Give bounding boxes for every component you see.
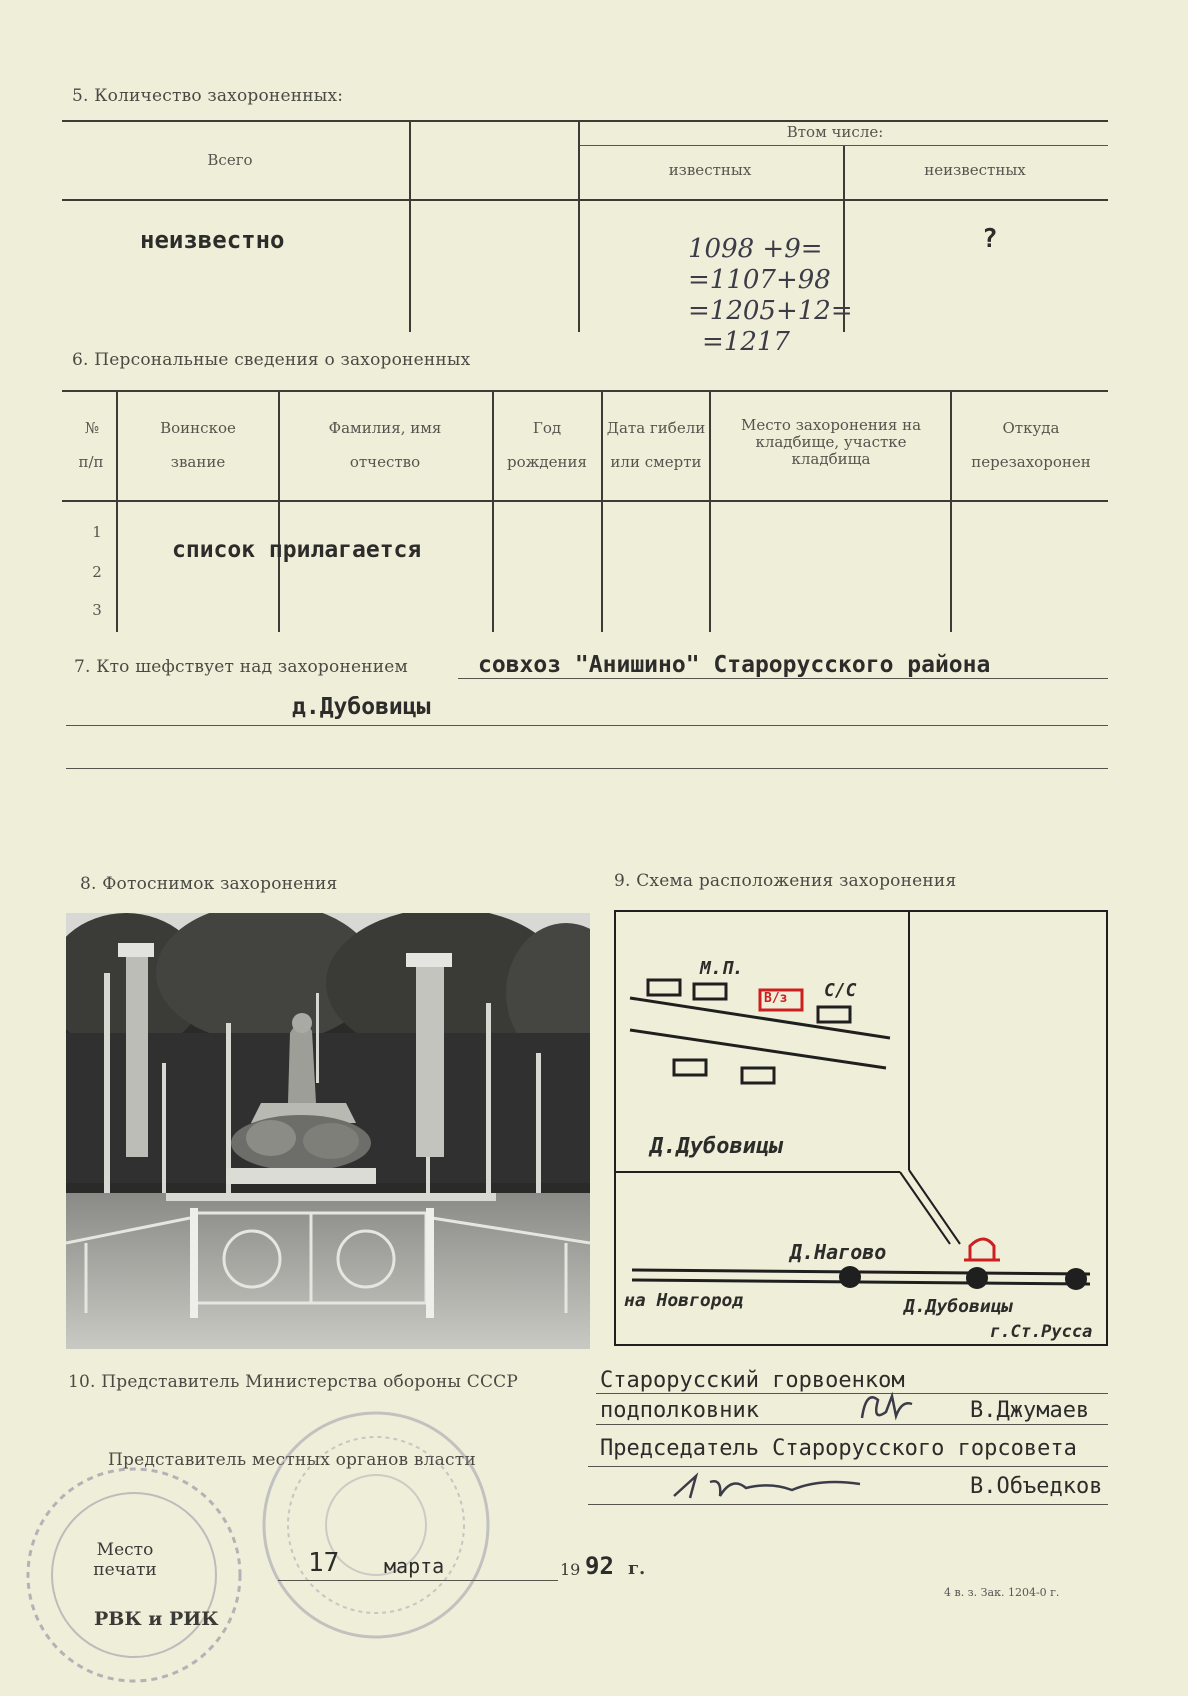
table5-top-line bbox=[62, 120, 1108, 122]
mod-rep-name: В.Джумаев bbox=[970, 1398, 1090, 1423]
h-year: Год bbox=[532, 419, 562, 437]
patron-underline-3 bbox=[66, 768, 1108, 769]
scheme-drawing bbox=[614, 910, 1108, 1346]
h-from: Откуда bbox=[1002, 419, 1060, 437]
h-rank: Воинское bbox=[160, 419, 236, 437]
section5-title: 5. Количество захороненных: bbox=[72, 86, 344, 106]
patron-underline-1 bbox=[458, 678, 1108, 679]
date-day: 17 bbox=[308, 1548, 340, 1578]
date-year-g: г. bbox=[628, 1558, 646, 1579]
section10-label2: Представитель местных органов власти bbox=[108, 1450, 476, 1470]
scheme-label-dubovicy: Д.Дубовицы bbox=[904, 1296, 1013, 1317]
local-rep-line: Председатель Старорусского горсовета bbox=[600, 1436, 1077, 1461]
row-num-2: 2 bbox=[92, 563, 102, 581]
official-seal-right bbox=[256, 1400, 496, 1650]
col-unknown-header: неизвестных bbox=[924, 161, 1026, 179]
mod-rep-line1: Старорусский горвоенком bbox=[600, 1368, 905, 1393]
scheme-label-russa: г.Ст.Русса bbox=[990, 1322, 1093, 1342]
list-attached-note: список прилагается bbox=[172, 537, 422, 563]
date-year-suffix: 92 bbox=[585, 1552, 614, 1580]
section10-label1: 10. Представитель Министерства обороны СССР bbox=[68, 1372, 519, 1392]
col-total-header: Всего bbox=[207, 151, 253, 169]
h-name: Фамилия, имя bbox=[328, 419, 442, 437]
patron-line2: д.Дубовицы bbox=[292, 694, 431, 720]
sign-underline-3 bbox=[588, 1466, 1108, 1467]
known-line-1: 1098 +9= bbox=[688, 234, 823, 264]
section7-label: 7. Кто шефствует над захоронением bbox=[74, 657, 408, 677]
h-num: № bbox=[84, 419, 100, 437]
table6-div-2 bbox=[278, 392, 280, 632]
h-place: Место захоронения на кладбище, участке кладбища bbox=[740, 416, 922, 468]
table5-col-divider-2 bbox=[578, 122, 580, 332]
mod-rep-rank: подполковник bbox=[600, 1398, 759, 1423]
unknown-value: ? bbox=[982, 224, 998, 254]
h-from2: перезахоронен bbox=[971, 453, 1091, 471]
scheme-label-mp: М.П. bbox=[700, 958, 744, 979]
local-rep-name: В.Объедков bbox=[970, 1474, 1103, 1499]
row-num-3: 3 bbox=[92, 601, 102, 619]
col-known-header: известных bbox=[668, 161, 752, 179]
date-underline bbox=[278, 1580, 558, 1581]
h-death2: или смерти bbox=[610, 453, 702, 471]
signature-2 bbox=[670, 1468, 890, 1512]
col-incl-header: Втом числе: bbox=[786, 123, 884, 141]
h-year2: рождения bbox=[506, 453, 587, 471]
seal-text-3: РВК и РИК bbox=[94, 1608, 219, 1630]
seal-text-2: печати bbox=[93, 1560, 157, 1580]
section9-title: 9. Схема расположения захоронения bbox=[614, 871, 957, 891]
table6-div-6 bbox=[950, 392, 952, 632]
patron-line1: совхоз "Анишино" Старорусского района bbox=[478, 652, 991, 678]
scheme-label-vz: В/з bbox=[764, 991, 788, 1006]
location-scheme bbox=[614, 910, 1108, 1346]
signature-1 bbox=[852, 1388, 916, 1437]
known-line-3: =1205+12= bbox=[688, 296, 853, 326]
known-handwritten-sum bbox=[688, 234, 853, 358]
known-line-4: =1217 bbox=[702, 327, 790, 357]
section8-title: 8. Фотоснимок захоронения bbox=[80, 874, 338, 894]
known-line-2: =1107+98 bbox=[688, 265, 831, 295]
scheme-label-nagovo: Д.Нагово bbox=[790, 1240, 887, 1264]
table6-div-1 bbox=[116, 392, 118, 632]
table5-header-bottom-line bbox=[62, 199, 1108, 201]
memorial-photo-illustration bbox=[66, 913, 590, 1349]
sign-underline-4 bbox=[588, 1504, 1108, 1505]
date-year-prefix: 19 bbox=[560, 1560, 581, 1579]
h-name2: отчество bbox=[349, 453, 421, 471]
memorial-photo bbox=[66, 913, 590, 1349]
table5-col-divider-1 bbox=[409, 122, 411, 332]
seal-text-1: Место bbox=[96, 1540, 154, 1560]
sign-underline-2 bbox=[596, 1424, 1108, 1425]
scheme-label-novgorod: на Новгород bbox=[624, 1290, 744, 1311]
patron-underline-2 bbox=[66, 725, 1108, 726]
print-footer: 4 в. з. Зак. 1204-0 г. bbox=[944, 1586, 1060, 1599]
seal-place-text bbox=[80, 1540, 170, 1580]
h-num2: п/п bbox=[78, 453, 104, 471]
scheme-label-ss: С/С bbox=[824, 980, 857, 1001]
section6-title: 6. Персональные сведения о захороненных bbox=[72, 350, 471, 370]
seal-right-stamp bbox=[256, 1400, 496, 1650]
row-num-1: 1 bbox=[92, 523, 102, 541]
h-death: Дата гибели bbox=[606, 419, 706, 437]
h-rank2: звание bbox=[170, 453, 226, 471]
total-value: неизвестно bbox=[140, 226, 285, 254]
scheme-label-village: Д.Дубовицы bbox=[650, 1134, 783, 1159]
date-month: марта bbox=[384, 1554, 445, 1578]
